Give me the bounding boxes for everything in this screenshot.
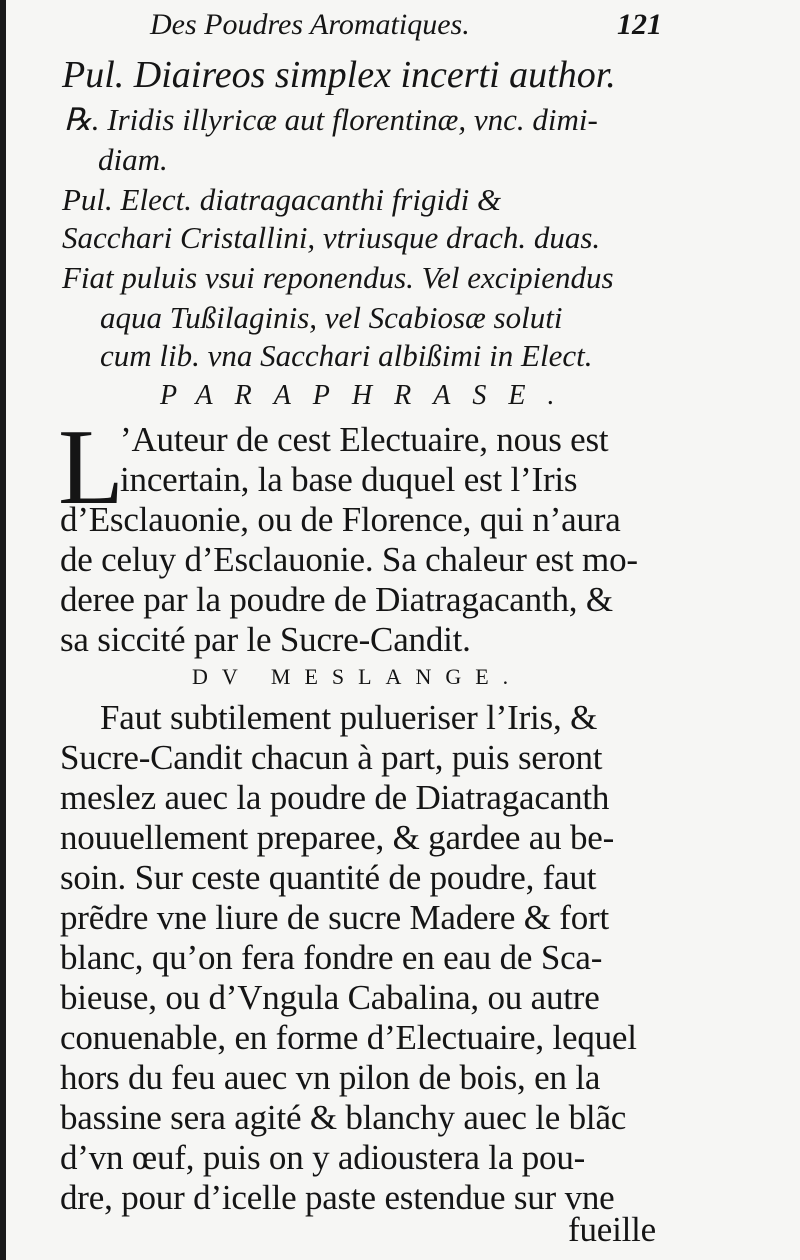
paragraph-line: bieuse, ou d’Vngula Cabalina, ou autre <box>60 978 600 1017</box>
section-heading-paraphrase: PARAPHRASE. <box>160 380 577 411</box>
paragraph-line: nouuellement preparee, & gardee au be- <box>60 818 615 857</box>
paragraph-line: Sucre-Candit chacun à part, puis seront <box>60 738 603 777</box>
recipe-line: Pul. Elect. diatragacanthi frigidi & <box>62 182 502 217</box>
recipe-line: diam. <box>98 142 168 177</box>
paragraph-line: prẽdre vne liure de sucre Madere & fort <box>60 898 610 937</box>
paragraph-line: incertain, la base duquel est l’Iris <box>120 460 578 499</box>
paragraph-line: Faut subtilement pulueriser l’Iris, & <box>100 698 598 737</box>
recipe-line: aqua Tußilaginis, vel Scabiosæ soluti <box>100 300 563 335</box>
paragraph-line: d’vn œuf, puis on y adioustera la pou- <box>60 1138 586 1177</box>
paragraph-line: d’Esclauonie, ou de Florence, qui n’aura <box>60 500 621 539</box>
paragraph-line: blanc, qu’on fera fondre en eau de Sca- <box>60 938 603 977</box>
paragraph-line: de celuy d’Esclauonie. Sa chaleur est mo- <box>60 540 638 579</box>
paragraph-line: conuenable, en forme d’Electuaire, lequel <box>60 1018 637 1057</box>
recipe-line: cum lib. vna Sacchari albißimi in Elect. <box>100 338 593 373</box>
paragraph-line: meslez auec la poudre de Diatragacanth <box>60 778 610 817</box>
paragraph-line: dre, pour d’icelle paste estendue sur vne <box>60 1178 615 1217</box>
recipe-line: ℞. Iridis illyricæ aut florentinæ, vnc. dimi- <box>64 102 598 137</box>
section-heading-meslange: DV MESLANGE. <box>192 664 523 689</box>
catchword: fueille <box>568 1210 656 1249</box>
paragraph-line: deree par la poudre de Diatragacanth, & <box>60 580 613 619</box>
paragraph-line: hors du feu auec vn pilon de bois, en la <box>60 1058 601 1097</box>
paragraph-line: ’Auteur de cest Electuaire, nous est <box>120 420 609 459</box>
drop-cap: L <box>58 408 124 527</box>
recipe-line: Fiat puluis vsui reponendus. Vel excipiendus <box>62 260 614 295</box>
paragraph-line: sa siccité par le Sucre-Candit. <box>60 620 471 659</box>
paragraph-line: bassine sera agité & blanchy auec le blãc <box>60 1098 627 1137</box>
paragraph-line: soin. Sur ceste quantité de poudre, faut <box>60 858 597 897</box>
recipe-line: Sacchari Cristallini, vtriusque drach. duas. <box>62 220 601 255</box>
page-gutter-shadow <box>0 0 6 1260</box>
recipe-title: Pul. Diaireos simplex incerti author. <box>62 54 616 96</box>
running-header: Des Poudres Aromatiques. <box>150 8 470 41</box>
page-number: 121 <box>617 8 662 41</box>
